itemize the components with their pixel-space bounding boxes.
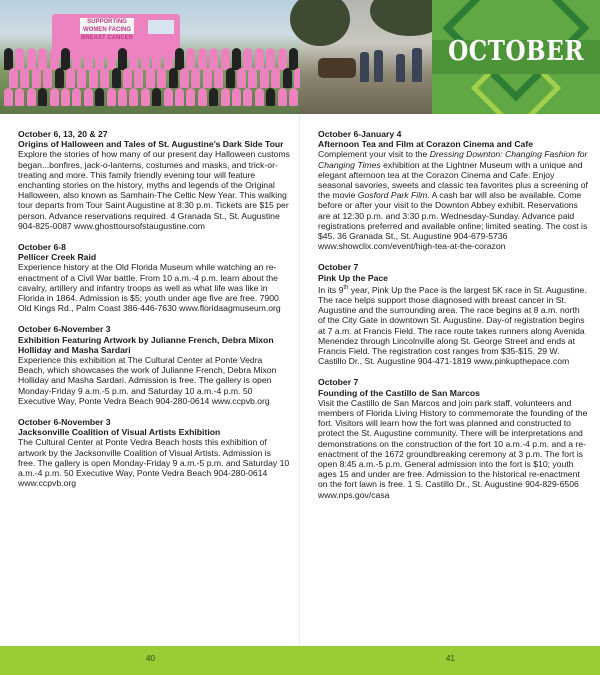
runner-figure: [198, 88, 207, 106]
runner-figure: [271, 68, 280, 88]
soldier: [396, 54, 405, 82]
runner-figure: [89, 68, 98, 88]
runner-figure: [164, 88, 173, 106]
runner-figure: [4, 48, 13, 70]
runner-figure: [66, 68, 75, 88]
pink-run-group-photo: [0, 0, 300, 114]
runner-figure: [141, 88, 150, 106]
runner-figure: [20, 68, 29, 88]
event-title: Pink Up the Pace: [318, 272, 388, 283]
event-description: The Cultural Center at Ponte Vedra Beach hosts this exhibition of artwork by the Jacksonville Coalition of Visual Artists. Admission is free. The gallery is open Monday-Friday 9 a.m.-5 p.m. and Saturday 10 a.m.-4 p.m. 50 Executive Way, Ponte Vedra Beach 904-280-0614 www.ccpvb.org: [18, 437, 290, 489]
event-entry: [318, 262, 588, 366]
runner-figure: [146, 68, 155, 88]
runner-figure: [27, 88, 36, 106]
month-title: OCTOBER: [448, 36, 584, 67]
runner-figure: [209, 48, 218, 70]
event-date: October 7: [318, 262, 359, 273]
runner-figure: [112, 68, 121, 88]
runner-figure: [157, 68, 166, 88]
ordinal-suffix: th: [343, 284, 349, 291]
text-run: year, Pink Up the Pace is the largest 5K race in St. Augustine. The race helps support those diagnosed with breast cancer in St. Augustine and the surrounding area. The race begins at 8 a.m. north of the City Gate in downtown St. Augustine. Day-of registration begins at 7 a.m. at Francis Field. The race route takes runners along Avenida Menendez through Lincolnville along St. George Street and ends at Francis Field. The registration cost ranges from $35-$15. 29 W. Castillo Dr., St. Augustine 904-471-1819 www.pinkupthepace.com: [318, 284, 587, 367]
event-entry: [18, 324, 290, 406]
runner-figure: [221, 48, 230, 70]
runner-figure: [237, 68, 246, 88]
runner-figure: [289, 48, 298, 70]
runner-figure: [95, 48, 104, 70]
film-title: Gosford Park Film: [357, 190, 428, 201]
runner-figure: [169, 68, 178, 88]
runner-figure: [32, 68, 41, 88]
runner-figure: [255, 48, 264, 70]
runner-figure: [118, 48, 127, 70]
runner-figure: [289, 88, 298, 106]
event-entry: [18, 129, 290, 231]
runner-figure: [175, 88, 184, 106]
runner-figure: [43, 68, 52, 88]
text-run: exhibition at the Lightner Museum with a unique and elegant afternoon tea at the Corazon Cinema and Cafe. Enjoy seasonal savories, sweets and classic tea favorites plus a screening of the movie: [318, 159, 588, 201]
text-run: In its 9: [318, 284, 344, 295]
runner-figure: [123, 68, 132, 88]
exhibit-title: Dressing Downton: Changing Fashion for Changing Times: [318, 149, 588, 170]
runner-figure: [84, 48, 93, 70]
event-description: Explore the stories of how many of our present day Halloween customs began...bonfires, jack-o-lanterns, costumes and masks, and trick-or-treating and more. This family friendly evening tour will feature enchanting stories on the history, myths and legends of the Original Halloween, also known as Samhain-The Celtic New Year. This walking tour departs from Tour Saint Augustine at 8:30 p.m. Tickets are $15 per person. Advance reservations required. 4 Granada St., St. Augustine 904-825-0087 www.ghosttoursofstaugustine.com: [18, 149, 290, 231]
runner-figure: [232, 88, 241, 106]
event-description: Experience this exhibition at The Cultural Center at Ponte Vedra Beach, which showcases the work of Julianne French, Debra Mixon Holliday and Masha Sardari. Admission is free. The gallery is open Monday-Friday 9 a.m.-5 p.m. and Saturday 10 a.m.-4 p.m. 50 Executive Way, Ponte Vedra Beach 904-280-0614 www.ccpvb.org: [18, 355, 277, 406]
page-gutter: [299, 114, 300, 646]
runner-figure: [107, 48, 116, 70]
header-banner: [0, 0, 600, 114]
event-entry: [18, 242, 290, 313]
event-entry: [318, 129, 588, 251]
event-title: Pellicer Creek Raid: [18, 252, 97, 263]
runner-figure: [191, 68, 200, 88]
runner-figure: [186, 88, 195, 106]
runner-figure: [198, 48, 207, 70]
event-title: Afternoon Tea and Film at Corazon Cinema and Cafe: [318, 139, 534, 150]
runner-figure: [221, 88, 230, 106]
runner-figure: [72, 48, 81, 70]
event-title: Origins of Halloween and Tales of St. Augustine’s Dark Side Tour: [18, 139, 284, 150]
runner-figure: [180, 68, 189, 88]
runner-figure: [129, 48, 138, 70]
runner-figure: [226, 68, 235, 88]
event-date: October 6, 13, 20 & 27: [18, 129, 108, 139]
runner-figure: [248, 68, 257, 88]
runner-figure: [118, 88, 127, 106]
runner-figure: [55, 68, 64, 88]
runner-figure: [278, 48, 287, 70]
truck-window: [148, 20, 174, 34]
runner-figure: [77, 68, 86, 88]
runner-figure: [61, 48, 70, 70]
runner-figure: [50, 48, 59, 70]
runner-figure: [50, 88, 59, 106]
runner-figure: [232, 48, 241, 70]
crowd-of-runners: [0, 40, 300, 114]
runner-figure: [260, 68, 269, 88]
runner-figure: [61, 88, 70, 106]
runner-figure: [266, 48, 275, 70]
runner-figure: [164, 48, 173, 70]
event-date: October 6-8: [18, 242, 66, 253]
left-page-column: [18, 129, 290, 500]
runner-figure: [95, 88, 104, 106]
event-date: October 6-November 3: [18, 417, 111, 428]
runner-figure: [214, 68, 223, 88]
event-title: Jacksonville Coalition of Visual Artists Exhibition: [18, 427, 221, 438]
event-date: October 6-November 3: [18, 324, 111, 335]
runner-figure: [266, 88, 275, 106]
runner-figure: [152, 88, 161, 106]
runner-figure: [278, 88, 287, 106]
runner-figure: [15, 48, 24, 70]
runner-figure: [152, 48, 161, 70]
runner-figure: [175, 48, 184, 70]
event-title: Exhibition Featuring Artwork by Julianne French, Debra Mixon Holliday and Masha Sardari: [18, 334, 274, 355]
soldier: [374, 50, 383, 82]
horse: [318, 58, 356, 78]
runner-figure: [243, 88, 252, 106]
civil-war-reenactment-photo: [300, 0, 432, 114]
runner-figure: [141, 48, 150, 70]
runner-figure: [255, 88, 264, 106]
page-number-right: 41: [446, 654, 455, 663]
month-panel: [432, 0, 600, 114]
event-title: Founding of the Castillo de San Marcos: [318, 387, 480, 398]
event-date: October 7: [318, 377, 359, 388]
runner-figure: [129, 88, 138, 106]
runner-figure: [107, 88, 116, 106]
runner-figure: [38, 88, 47, 106]
runner-figure: [9, 68, 18, 88]
runner-figure: [209, 88, 218, 106]
event-date: October 6-January 4: [318, 129, 402, 139]
event-description: Experience history at the Old Florida Museum while watching an re-enactment of a Civil War battle. From 10 a.m.-4 p.m. learn about the cavalry, artillery and infantry troops as well as what life was like in Florida in 1864. Admission is $5; youth under age five are free. 7900 Old Kings Rd., Palm Coast 386-446-7630 www.floridaagmuseum.org: [18, 262, 281, 314]
runner-figure: [38, 48, 47, 70]
runner-figure: [84, 88, 93, 106]
runner-figure: [72, 88, 81, 106]
text-run: . A cash bar will also be available. Come before or after your visit to the Downton Abbey exhibit. Reservations are at 12:30 p.m. and 3:30 p.m. Wednesday-Sunday. Advance paid registrations preferred and available online; limited seating. The cost is $45. 36 Granada St., St. Augustine 904-679-5736 www.showclix.com/event/high-tea-at-the-corazon: [318, 190, 588, 252]
runner-figure: [134, 68, 143, 88]
truck-sign: SUPPORTING WOMEN FACING BREAST CANCER: [80, 19, 133, 41]
event-description: [318, 149, 588, 251]
soldier: [412, 48, 422, 82]
runner-figure: [27, 48, 36, 70]
runner-figure: [243, 48, 252, 70]
event-description: [318, 283, 588, 367]
runner-figure: [283, 68, 292, 88]
right-page-column: [318, 129, 588, 511]
page-number-left: 40: [146, 654, 155, 663]
soldier: [360, 52, 369, 82]
footer-bar: [0, 646, 600, 675]
runner-figure: [203, 68, 212, 88]
event-entry: [18, 417, 290, 488]
runner-figure: [186, 48, 195, 70]
runner-figure: [100, 68, 109, 88]
tree: [290, 0, 350, 46]
event-entry: [318, 377, 588, 499]
event-description: Visit the Castillo de San Marcos and join park staff, volunteers and members of Florida Living History to commemorate the founding of the fort. Visitors will learn how the fort was planned and constructed to protect the St. Augustine community. There will be interpretations and demonstrations on the construction of the fort 10 a.m.-4 p.m. and a re-enactment of the 1672 groundbreaking ceremony at 3 p.m. The fort is open 8:45 a.m.-5 p.m. General admission into the fort is $10; youth ages 15 and under are free. Admission to the historical re-enactment on the fort lawn is free. 1 S. Castillo Dr., St. Augustine 904-829-6506 www.nps.gov/casa: [318, 397, 588, 500]
text-run: Complement your visit to the: [318, 149, 430, 160]
runner-figure: [15, 88, 24, 106]
runner-figure: [4, 88, 13, 106]
